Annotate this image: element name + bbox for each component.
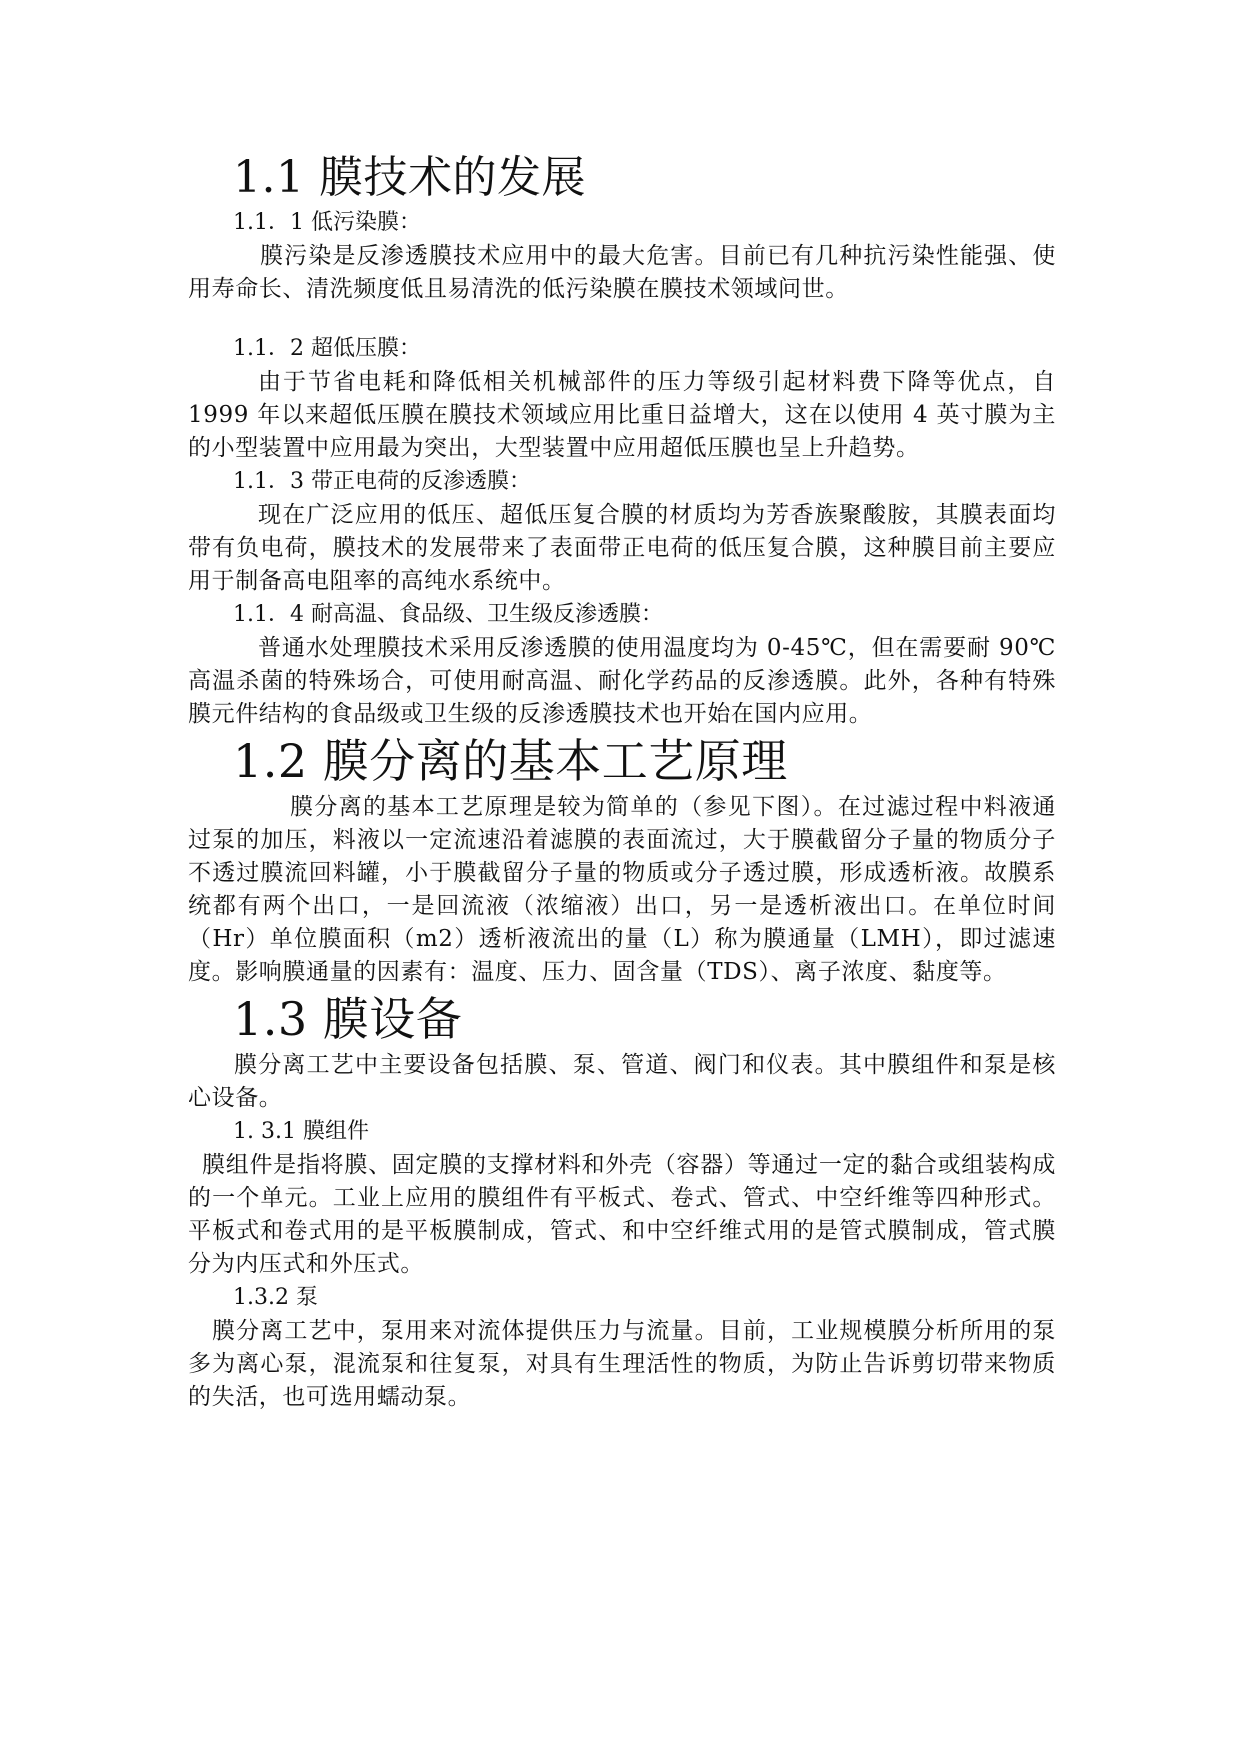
- section-heading-1-1: 1.1 膜技术的发展: [233, 152, 586, 203]
- document-content: [188, 150, 1056, 1414]
- paragraph-1-3: 膜分离工艺中主要设备包括膜、泵、管道、阀门和仪表。其中膜组件和泵是核心设备。: [188, 1052, 1056, 1111]
- paragraph-1-3-1: 膜组件是指将膜、固定膜的支撑材料和外壳（容器）等通过一定的黏合或组装构成的一个单元。工业上应用的膜组件有平板式、卷式、管式、中空纤维等四种形式。平板式和卷式用的是平板膜制成，管式、和中空纤维式用的是管式膜制成，管式膜分为内压式和外压式。: [188, 1152, 1056, 1277]
- paragraph-1-1-1: 膜污染是反渗透膜技术应用中的最大危害。目前已有几种抗污染性能强、使用寿命长、清洗频度低且易清洗的低污染膜在膜技术领域问世。: [188, 243, 1056, 302]
- paragraph-1-1-2: 由于节省电耗和降低相关机械部件的压力等级引起材料费下降等优点，自 1999 年以来超低压膜在膜技术领域应用比重日益增大，这在以使用 4 英寸膜为主的小型装置中应用最为突出，大型装置中应用超低压膜也呈上升趋势。: [188, 369, 1056, 461]
- subsection-heading-1-1-2: 1.1．2 超低压膜：: [233, 336, 421, 361]
- subsection-heading-1-1-1: 1.1．1 低污染膜：: [233, 210, 421, 235]
- subsection-heading-1-3-2: 1.3.2 泵: [233, 1285, 318, 1310]
- subsection-heading-1-1-3: 1.1．3 带正电荷的反渗透膜：: [233, 469, 531, 494]
- subsection-heading-1-3-1: 1. 3.1 膜组件: [233, 1119, 369, 1144]
- paragraph-1-3-2: 膜分离工艺中，泵用来对流体提供压力与流量。目前，工业规模膜分析所用的泵多为离心泵，混流泵和往复泵，对具有生理活性的物质，为防止告诉剪切带来物质的失活，也可选用蠕动泵。: [188, 1318, 1056, 1410]
- subsection-heading-1-1-4: 1.1．4 耐高温、食品级、卫生级反渗透膜：: [233, 602, 663, 627]
- section-heading-1-3: 1.3 膜设备: [233, 992, 463, 1046]
- paragraph-1-2: 膜分离的基本工艺原理是较为简单的（参见下图）。在过滤过程中料液通过泵的加压，料液以一定流速沿着滤膜的表面流过，大于膜截留分子量的物质分子不透过膜流回料罐，小于膜截留分子量的物质或分子透过膜，形成透析液。故膜系统都有两个出口，一是回流液（浓缩液）出口，另一是透析液出口。在单位时间（Hr）单位膜面积（m2）透析液流出的量（L）称为膜通量（LMH），即过滤速度。影响膜通量的因素有：温度、压力、固含量（TDS）、离子浓度、黏度等。: [188, 794, 1056, 985]
- spacer: [188, 306, 1056, 332]
- section-heading-1-2: 1.2 膜分离的基本工艺原理: [233, 734, 788, 788]
- paragraph-1-1-4: 普通水处理膜技术采用反渗透膜的使用温度均为 0-45℃，但在需要耐 90℃高温杀菌的特殊场合，可使用耐高温、耐化学药品的反渗透膜。此外，各种有特殊膜元件结构的食品级或卫生级的反渗透膜技术也开始在国内应用。: [188, 635, 1056, 727]
- paragraph-1-1-3: 现在广泛应用的低压、超低压复合膜的材质均为芳香族聚酸胺，其膜表面均带有负电荷，膜技术的发展带来了表面带正电荷的低压复合膜，这种膜目前主要应用于制备高电阻率的高纯水系统中。: [188, 502, 1056, 594]
